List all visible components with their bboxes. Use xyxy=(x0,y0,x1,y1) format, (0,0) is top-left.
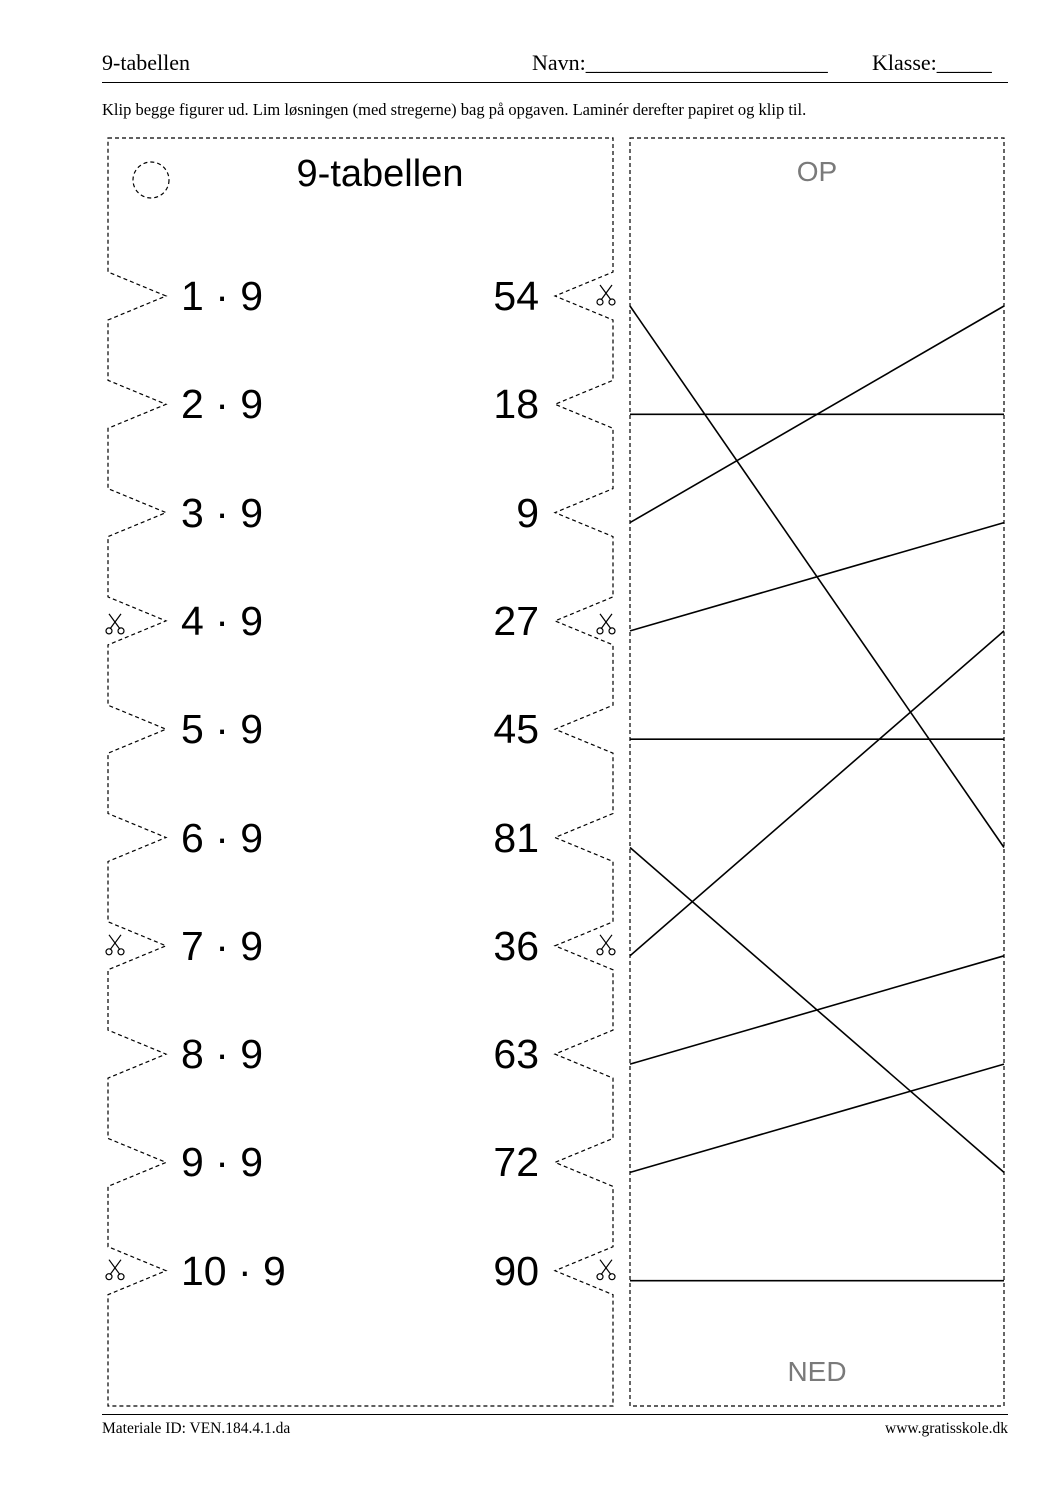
problem-expression: 2 · 9 xyxy=(181,381,264,428)
instructions-text: Klip begge figurer ud. Lim løsningen (med stregerne) bag på opgaven. Laminér derefter papiret og klip til. xyxy=(102,100,807,119)
top-label: OP xyxy=(796,156,838,187)
problem-card-border xyxy=(108,138,613,1406)
website: www.gratisskole.dk xyxy=(885,1420,1008,1437)
footer-divider xyxy=(102,1414,1008,1415)
bottom-label: NED xyxy=(787,1356,847,1387)
solution-line xyxy=(630,631,1004,956)
solution-card-outline xyxy=(630,138,1004,1406)
solution-line xyxy=(630,1064,1004,1172)
problem-expression: 6 · 9 xyxy=(181,814,264,861)
scissors-icon xyxy=(106,614,124,634)
problem-expression: 7 · 9 xyxy=(181,922,264,969)
problem-expression: 9 · 9 xyxy=(181,1139,264,1186)
problem-expression: 4 · 9 xyxy=(181,597,264,644)
scissors-icon xyxy=(106,935,124,955)
answer-value: 54 xyxy=(493,273,539,319)
page-title: 9-tabellen xyxy=(102,50,190,75)
answer-value: 36 xyxy=(493,922,539,969)
punch-hole-icon xyxy=(133,162,169,198)
scissors-icon xyxy=(597,614,615,634)
problem-expression: 1 · 9 xyxy=(181,273,264,319)
problem-expression: 10 · 9 xyxy=(181,1247,286,1294)
answer-value: 63 xyxy=(493,1031,539,1078)
class-field[interactable]: Klasse:_____ xyxy=(872,50,992,75)
problem-card-outline xyxy=(108,138,613,1406)
solution-line xyxy=(630,956,1004,1064)
answer-value: 81 xyxy=(493,814,539,861)
scissors-icon xyxy=(597,935,615,955)
answer-value: 90 xyxy=(493,1247,539,1294)
answer-value: 9 xyxy=(516,489,539,536)
solution-lines xyxy=(630,306,1004,1281)
scissors-icon xyxy=(597,285,615,305)
problem-expression: 8 · 9 xyxy=(181,1031,264,1078)
answer-value: 27 xyxy=(493,597,539,644)
material-id: Materiale ID: VEN.184.4.1.da xyxy=(102,1420,291,1437)
problem-expression: 5 · 9 xyxy=(181,706,264,753)
card-title: 9-tabellen xyxy=(296,153,464,195)
answer-value: 18 xyxy=(493,381,539,428)
problem-expression: 3 · 9 xyxy=(181,489,264,536)
solution-line xyxy=(630,523,1004,631)
name-field[interactable]: Navn:______________________ xyxy=(532,50,828,75)
answer-value: 45 xyxy=(493,706,539,753)
scissors-icon xyxy=(597,1260,615,1280)
answer-value: 72 xyxy=(493,1139,539,1186)
scissors-icon xyxy=(106,1260,124,1280)
